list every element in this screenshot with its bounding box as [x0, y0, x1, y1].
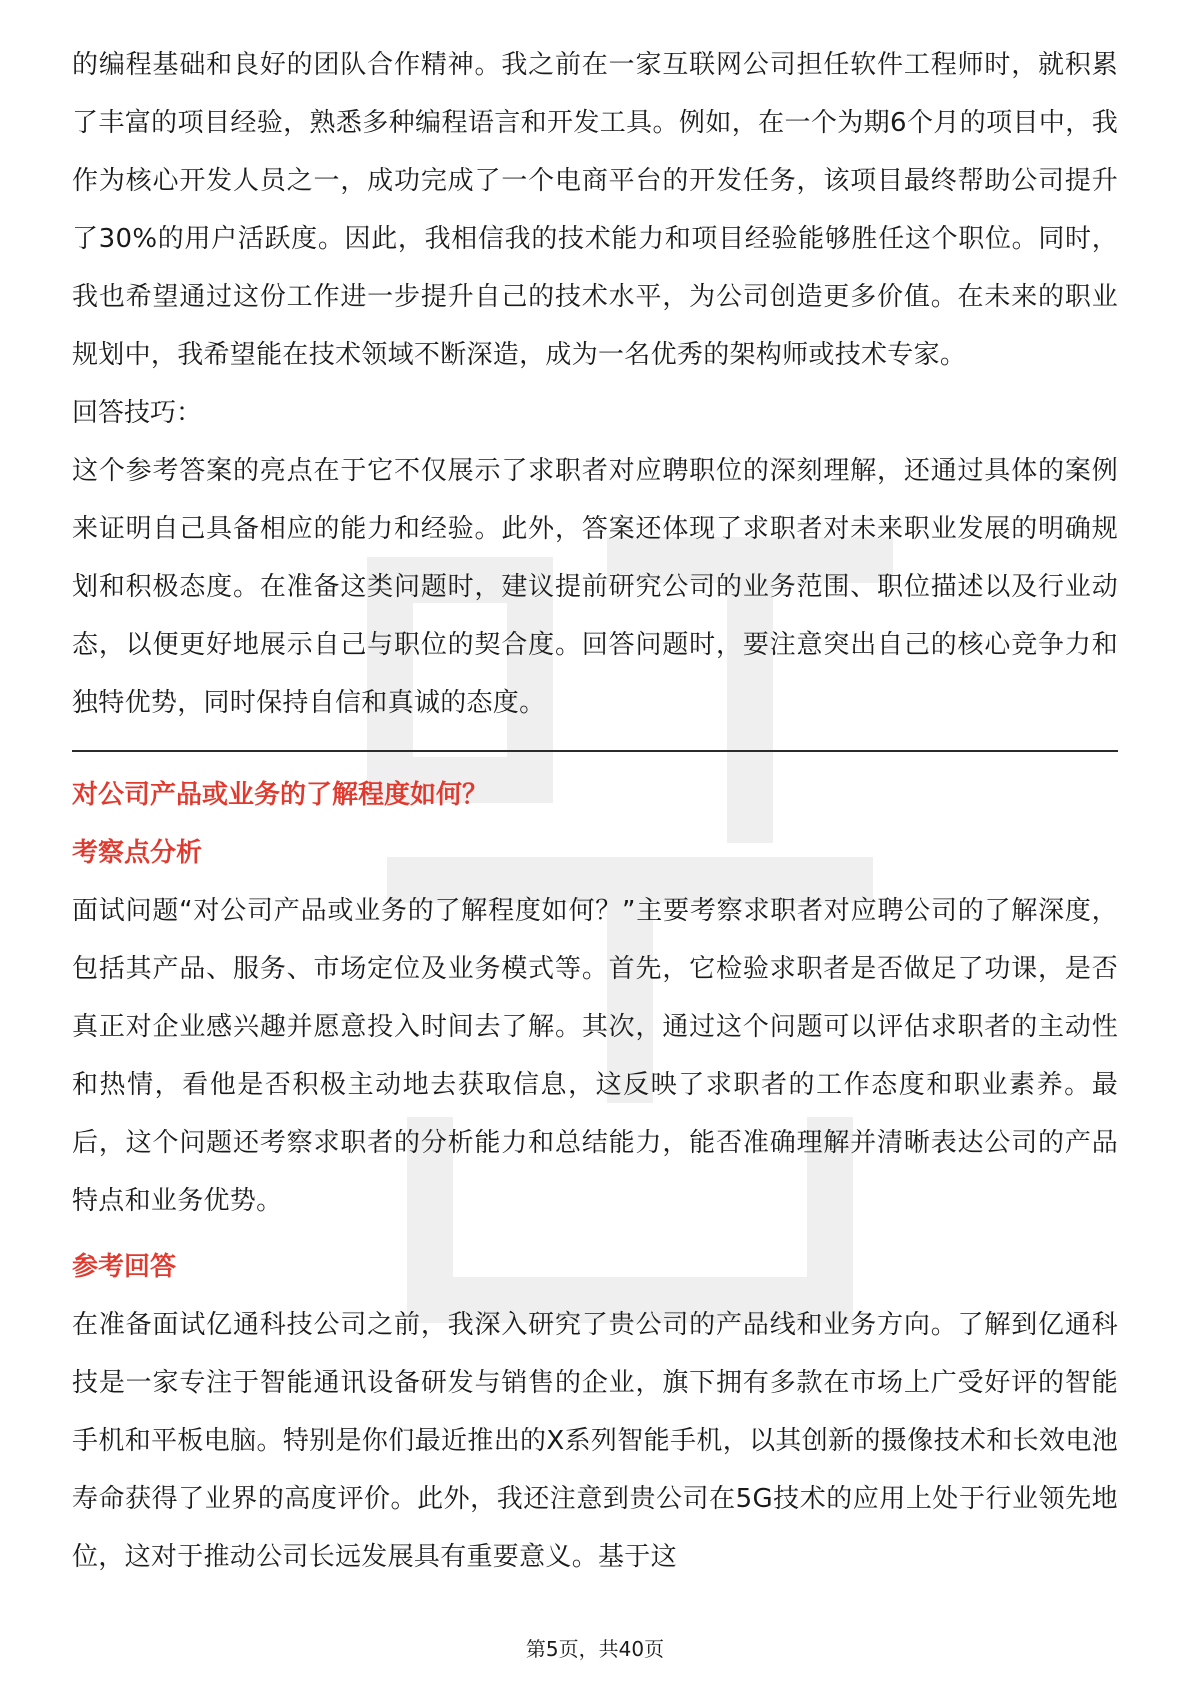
- answer-heading: 参考回答: [72, 1252, 177, 1282]
- answer-paragraph: 在准备面试亿通科技公司之前，我深入研究了贵公司的产品线和业务方向。了解到亿通科技是一家专注于智能通讯设备研发与销售的企业，旗下拥有多款在市场上广受好评的智能手机和平板电脑。特别是你们最近推出的X系列智能手机，以其创新的摄像技术和长效电池寿命获得了业界的高度评价。此外，我还注意到贵公司在5G技术的应用上处于行业领先地位，这对于推动公司长远发展具有重要意义。基于这: [72, 1310, 1118, 1572]
- analysis-heading: 考察点分析: [72, 838, 203, 868]
- document-page: [72, 36, 1118, 1586]
- tips-paragraph: 这个参考答案的亮点在于它不仅展示了求职者对应聘职位的深刻理解，还通过具体的案例来证明自己具备相应的能力和经验。此外，答案还体现了求职者对未来职业发展的明确规划和积极态度。在准备这类问题时，建议提前研究公司的业务范围、职位描述以及行业动态，以便更好地展示自己与职位的契合度。回答问题时，要注意突出自己的核心竞争力和独特优势，同时保持自信和真诚的态度。: [72, 456, 1118, 718]
- section-divider: [72, 750, 1118, 752]
- intro-paragraph: 的编程基础和良好的团队合作精神。我之前在一家互联网公司担任软件工程师时，就积累了丰富的项目经验，熟悉多种编程语言和开发工具。例如，在一个为期6个月的项目中，我作为核心开发人员之一，成功完成了一个电商平台的开发任务，该项目最终帮助公司提升了30%的用户活跃度。因此，我相信我的技术能力和项目经验能够胜任这个职位。同时，我也希望通过这份工作进一步提升自己的技术水平，为公司创造更多价值。在未来的职业规划中，我希望能在技术领域不断深造，成为一名优秀的架构师或技术专家。: [72, 50, 1118, 370]
- tips-label: 回答技巧：: [72, 398, 203, 428]
- page-indicator: 第5页，共40页: [525, 1637, 665, 1661]
- analysis-paragraph: 面试问题“对公司产品或业务的了解程度如何？”主要考察求职者对应聘公司的了解深度，包括其产品、服务、市场定位及业务模式等。首先，它检验求职者是否做足了功课，是否真正对企业感兴趣并愿意投入时间去了解。其次，通过这个问题可以评估求职者的主动性和热情，看他是否积极主动地去获取信息，这反映了求职者的工作态度和职业素养。最后，这个问题还考察求职者的分析能力和总结能力，能否准确理解并清晰表达公司的产品特点和业务优势。: [72, 896, 1118, 1216]
- question-title: 对公司产品或业务的了解程度如何？: [72, 780, 489, 810]
